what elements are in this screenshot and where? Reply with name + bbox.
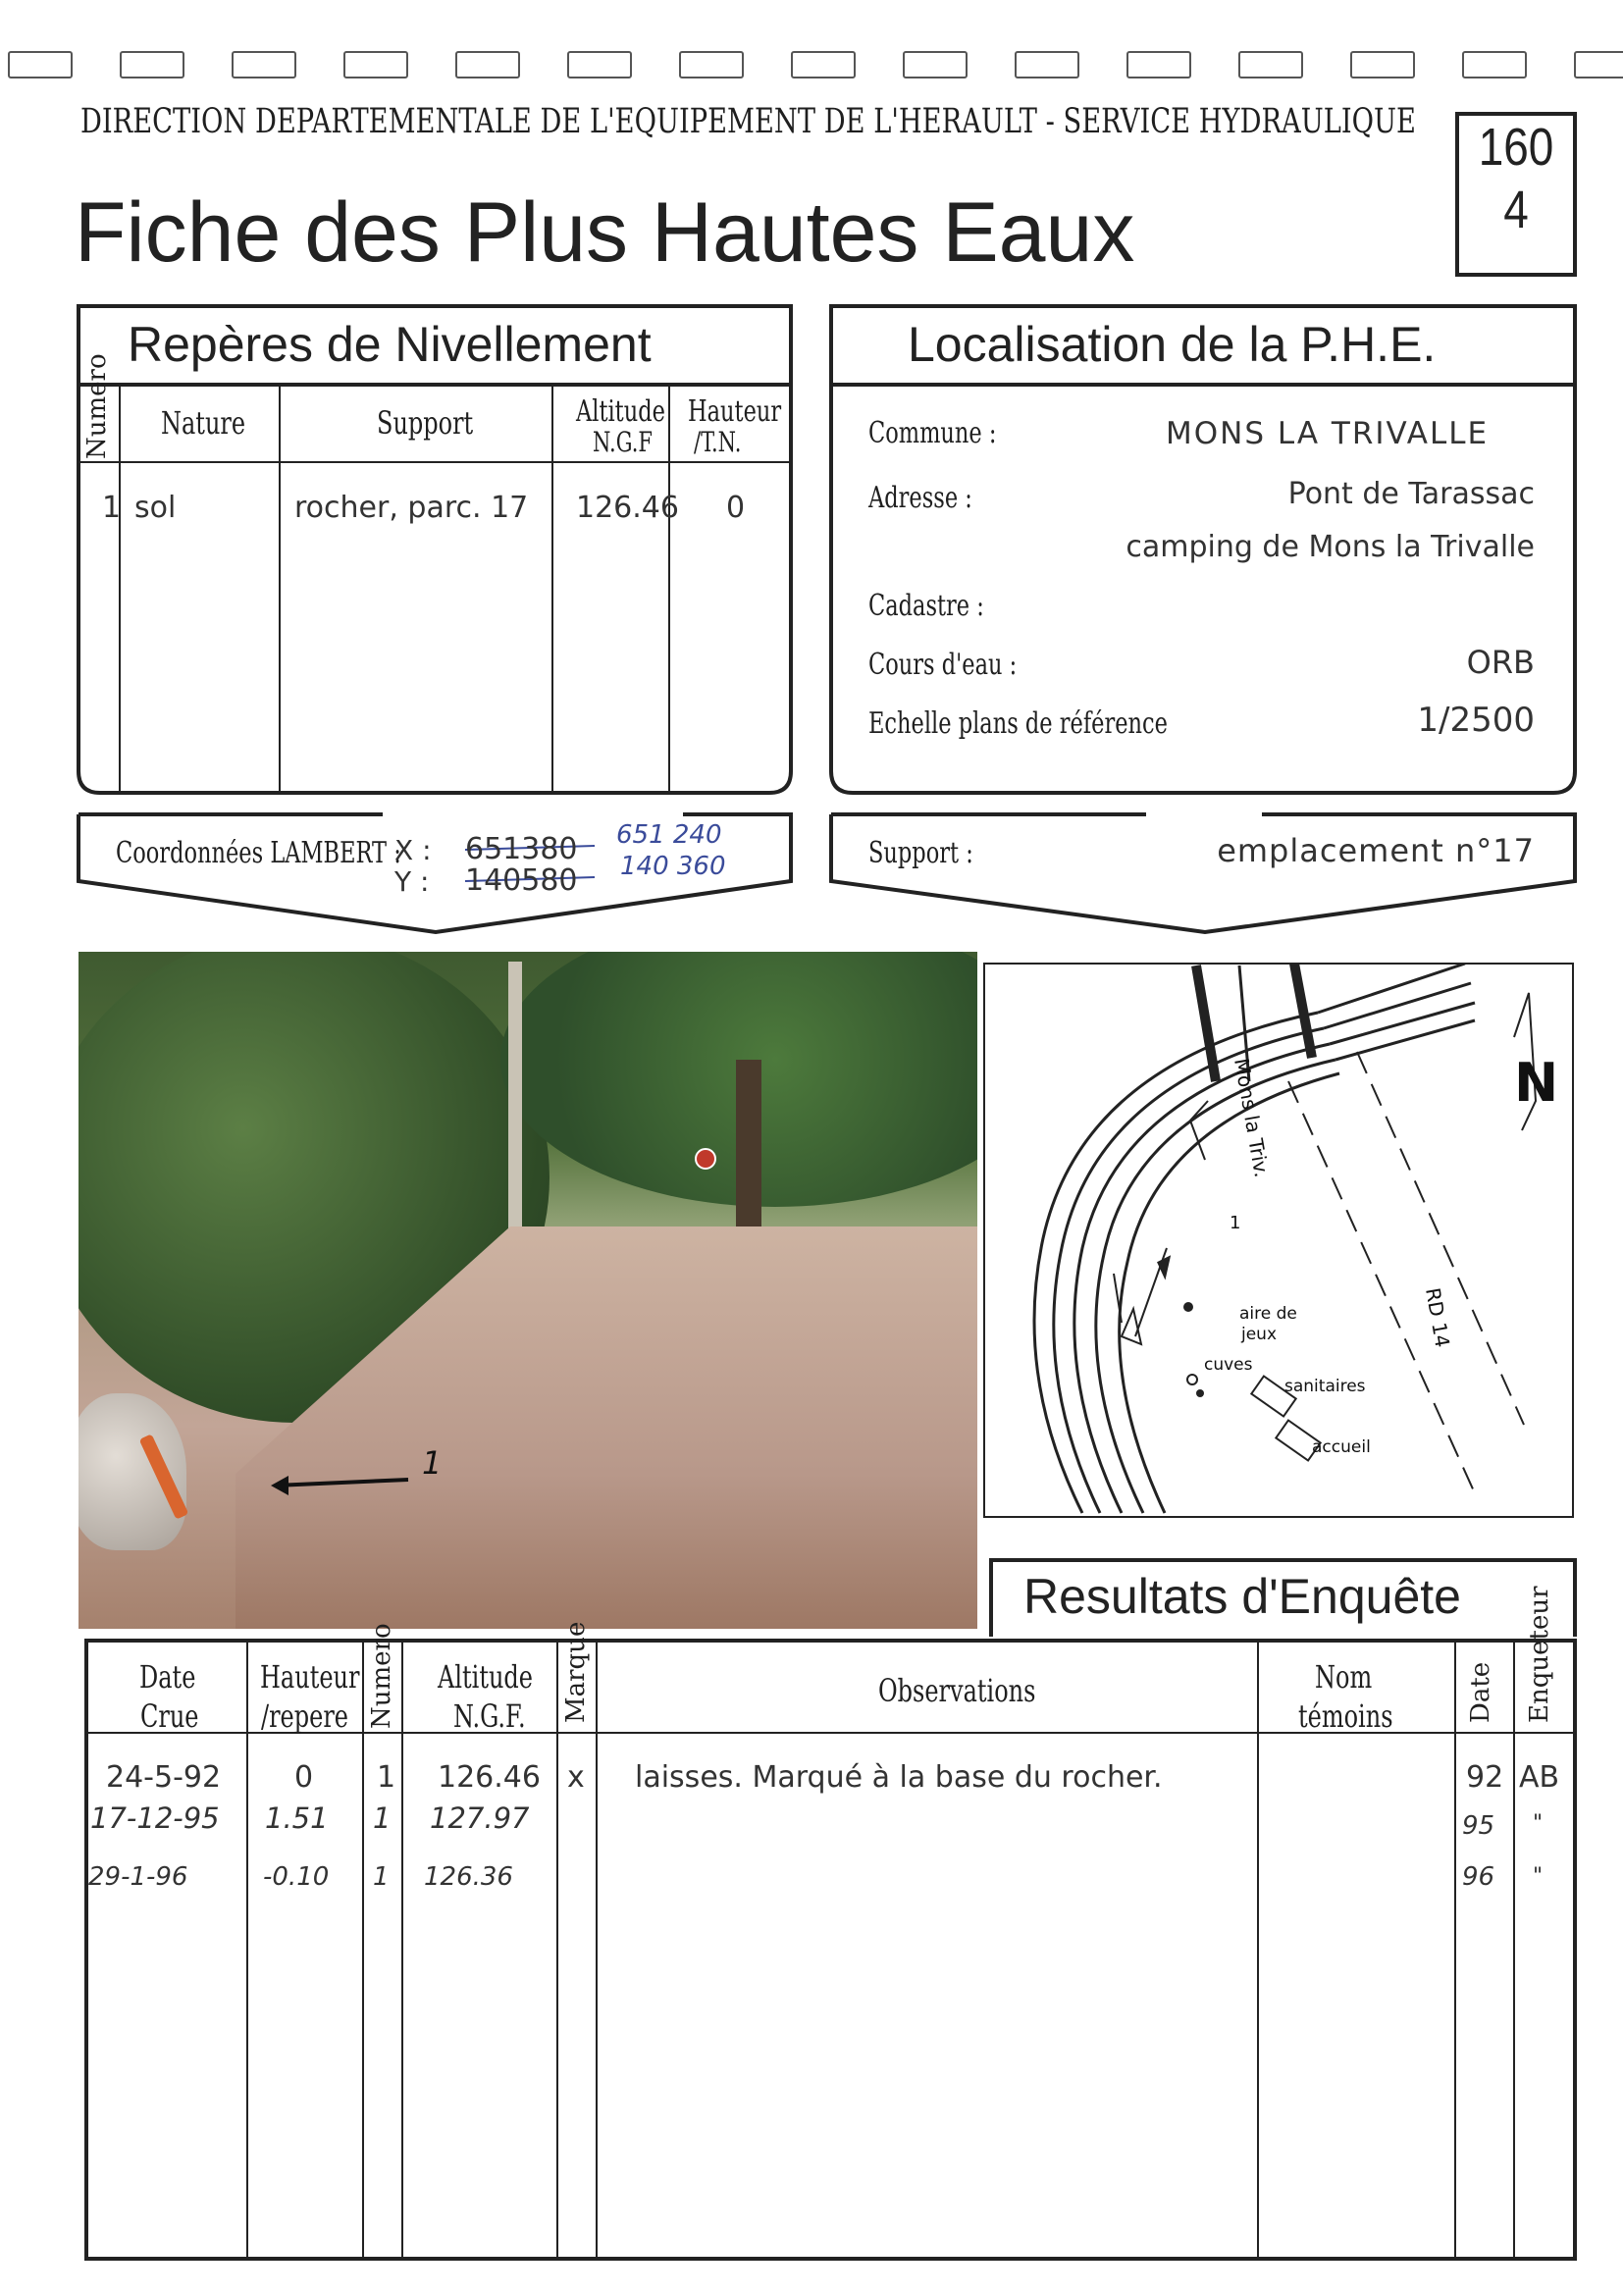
reperes-row-numero: 1 <box>102 491 122 525</box>
resultats-title: Resultats d'Enquête <box>1023 1569 1461 1624</box>
res-row3-hauteur: -0.10 <box>263 1862 330 1892</box>
cours-label: Cours d'eau : <box>868 648 1018 682</box>
res-row2-date: 17-12-95 <box>90 1801 220 1835</box>
reperes-col-hauteur: Hauteur <box>688 394 782 429</box>
res-row2-enqueteur: " <box>1533 1811 1544 1836</box>
res-row1-date: 24-5-92 <box>106 1760 222 1795</box>
map-accueil: accueil <box>1312 1437 1371 1457</box>
res-col-altitude: Altitude <box>438 1658 533 1696</box>
support-value: emplacement n°17 <box>1217 832 1535 869</box>
coord-x-label: X : <box>394 834 432 866</box>
res-col-temoins: témoins <box>1298 1697 1393 1735</box>
reperes-col-numero: Numero <box>82 353 112 459</box>
coord-x-new: 651 240 <box>616 820 722 850</box>
res-col-date2: Date <box>1466 1661 1495 1723</box>
res-row1-observations: laisses. Marqué à la base du rocher. <box>635 1760 1163 1795</box>
coord-y-old: 140580 <box>465 863 578 898</box>
photo-arrow <box>79 952 977 1629</box>
map-sanitaires: sanitaires <box>1284 1377 1366 1396</box>
coord-x-old: 651380 <box>465 832 578 866</box>
cours-value: ORB <box>1466 644 1535 681</box>
reperes-col-support: Support <box>377 404 474 442</box>
site-map <box>984 964 1573 1517</box>
reperes-row-altitude: 126.46 <box>576 491 679 525</box>
res-row3-altitude: 126.36 <box>424 1862 513 1892</box>
res-row2-hauteur: 1.51 <box>265 1801 329 1835</box>
page-title: Fiche des Plus Hautes Eaux <box>75 185 1135 280</box>
photo-marker: 1 <box>422 1444 443 1482</box>
reperes-col-altitude-unit: N.G.F <box>593 426 653 458</box>
map-rd-label: RD 14 <box>1421 1285 1455 1350</box>
reperes-title: Repères de Nivellement <box>128 317 652 372</box>
res-col-observations: Observations <box>878 1672 1036 1709</box>
reperes-row-nature: sol <box>134 491 177 525</box>
reperes-row-support: rocher, parc. 17 <box>294 491 529 525</box>
map-marker: 1 <box>1230 1213 1241 1233</box>
reperes-row-hauteur: 0 <box>726 491 746 525</box>
res-col-altitude-unit: N.G.F. <box>453 1697 526 1735</box>
res-row2-numero: 1 <box>373 1801 392 1835</box>
adresse-line-1: Pont de Tarassac <box>1287 477 1535 511</box>
echelle-label: Echelle plans de référence <box>868 706 1168 741</box>
res-row3-date: 29-1-96 <box>88 1862 188 1892</box>
res-row1-hauteur: 0 <box>294 1760 314 1795</box>
res-row1-date2: 92 <box>1466 1760 1504 1795</box>
adresse-label: Adresse : <box>868 481 972 515</box>
reperes-table-frame <box>79 385 791 793</box>
map-cuves: cuves <box>1204 1355 1253 1375</box>
res-row1-enqueteur: AB <box>1519 1760 1560 1795</box>
res-col-marque: Marque <box>561 1621 591 1723</box>
north-arrow-label: N <box>1514 1052 1559 1114</box>
res-col-nom: Nom <box>1315 1658 1373 1696</box>
res-row1-altitude: 126.46 <box>438 1760 541 1795</box>
res-row1-numero: 1 <box>377 1760 396 1795</box>
res-col-numero: Numero <box>367 1623 396 1729</box>
coord-label: Coordonnées LAMBERT : <box>116 836 401 870</box>
res-row1-marque: x <box>567 1760 585 1795</box>
echelle-value: 1/2500 <box>1417 701 1535 740</box>
res-col-repere: /repere <box>261 1697 349 1735</box>
res-row3-enqueteur: " <box>1533 1864 1544 1889</box>
agency-name: DIRECTION DEPARTEMENTALE DE L'EQUIPEMENT DE L'HERAULT - SERVICE HYDRAULIQUE <box>80 102 1416 141</box>
reperes-col-hauteur-unit: /T.N. <box>694 426 742 458</box>
res-col-crue: Crue <box>140 1697 199 1735</box>
localisation-title: Localisation de la P.H.E. <box>908 317 1437 372</box>
res-col-date: Date <box>139 1658 196 1696</box>
reperes-col-nature: Nature <box>161 404 246 442</box>
commune-value: MONS LA TRIVALLE <box>1166 416 1490 451</box>
cadastre-label: Cadastre : <box>868 589 984 623</box>
res-col-enqueteur: Enqueteur <box>1525 1586 1554 1723</box>
coord-y-label: Y : <box>394 865 430 898</box>
res-row2-date2: 95 <box>1462 1811 1495 1841</box>
support-label: Support : <box>868 836 973 870</box>
map-aire-2: jeux <box>1241 1325 1278 1344</box>
res-row3-date2: 96 <box>1462 1862 1495 1892</box>
sheet-code-top: 160 <box>1478 118 1554 177</box>
sheet-code-bottom: 4 <box>1503 181 1529 239</box>
adresse-line-2: camping de Mons la Trivalle <box>1126 530 1535 564</box>
reperes-col-altitude: Altitude <box>576 394 665 429</box>
res-row2-altitude: 127.97 <box>430 1801 530 1835</box>
site-photo <box>79 952 977 1629</box>
map-road-label: Mons la Triv. <box>1230 1056 1275 1179</box>
coord-y-new: 140 360 <box>620 852 726 881</box>
res-row3-numero: 1 <box>373 1862 390 1892</box>
res-col-hauteur: Hauteur <box>260 1658 360 1696</box>
commune-label: Commune : <box>868 416 997 450</box>
map-aire-1: aire de <box>1239 1304 1297 1324</box>
